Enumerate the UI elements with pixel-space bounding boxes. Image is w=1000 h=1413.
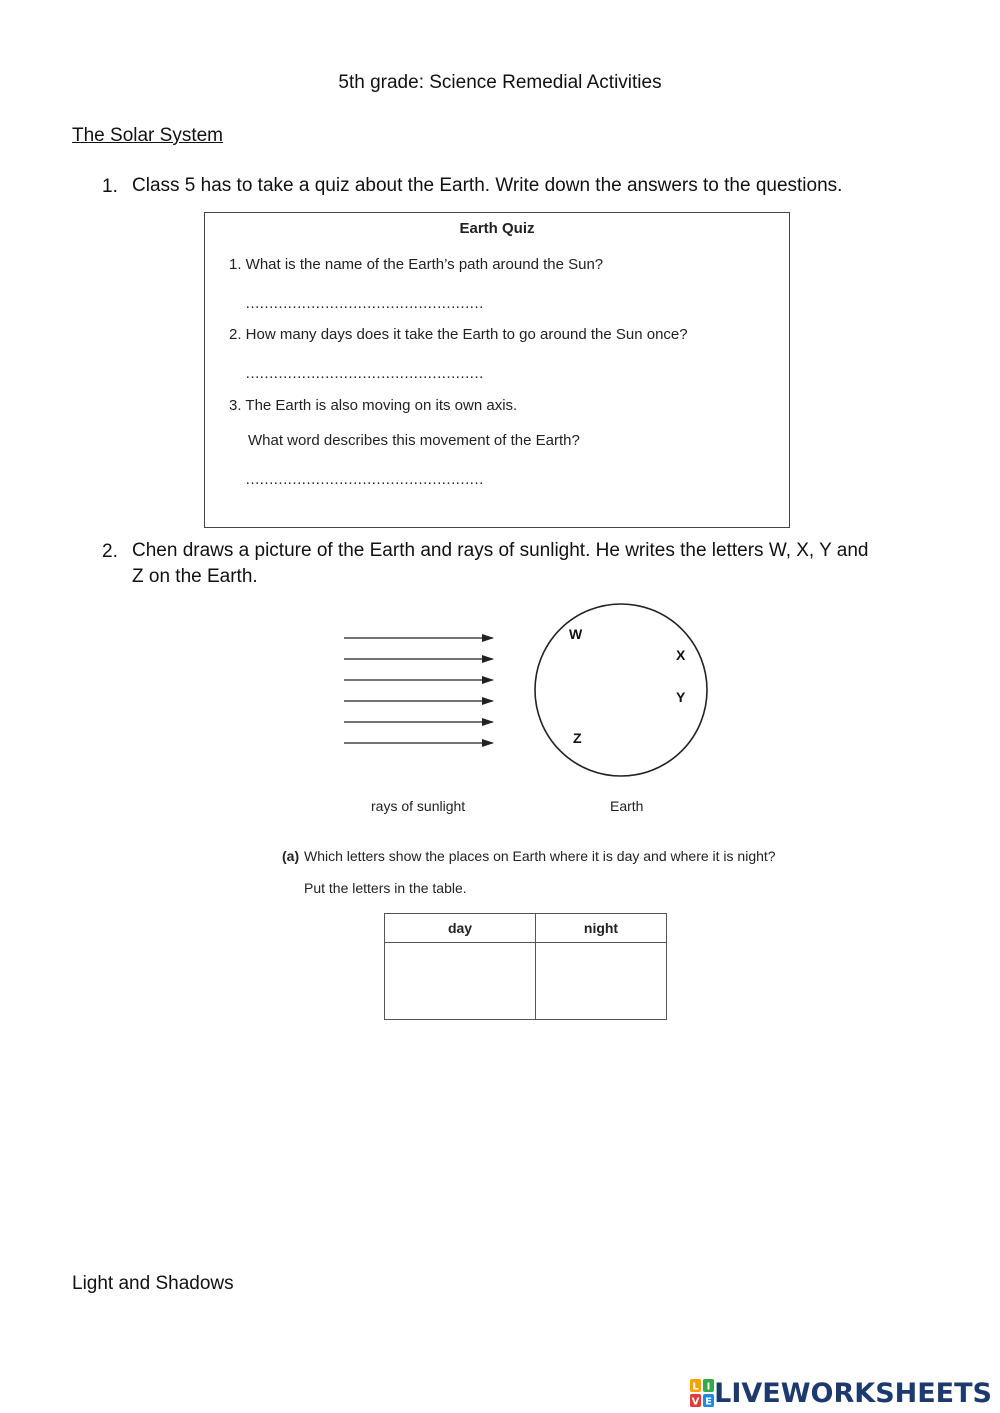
logo-letter-v: V — [691, 1396, 700, 1407]
question-1-number: 1. — [102, 176, 118, 197]
earth-letter-w: W — [569, 626, 583, 642]
section-heading-light-shadows: Light and Shadows — [72, 1273, 234, 1294]
quiz-question-1: 1. What is the name of the Earth’s path around the Sun? — [229, 256, 604, 273]
sunlight-earth-diagram — [330, 595, 730, 795]
table-header-night: night — [536, 914, 667, 943]
question-1-text: Class 5 has to take a quiz about the Earth. Write down the answers to the questions. — [132, 175, 843, 196]
quiz-answer-line-2[interactable]: …………………………………………… — [245, 365, 483, 382]
quiz-question-3: 3. The Earth is also moving on its own axis. — [229, 397, 518, 414]
quiz-answer-line-3[interactable]: …………………………………………… — [245, 471, 483, 488]
liveworksheets-logo — [690, 1376, 992, 1410]
liveworksheets-wordmark: LIVEWORKSHEETS — [714, 1377, 992, 1409]
logo-letter-i: I — [706, 1381, 711, 1393]
logo-letter-l: L — [692, 1381, 699, 1393]
table-header-day: day — [385, 914, 536, 943]
part-a-marker: (a) — [282, 848, 300, 864]
earth-label: Earth — [610, 798, 644, 814]
page-title: 5th grade: Science Remedial Activities — [338, 72, 662, 93]
question-2-text-line-1: Chen draws a picture of the Earth and rays of sunlight. He writes the letters W, X, Y and — [132, 540, 869, 561]
earth-letter-y: Y — [676, 689, 686, 705]
quiz-question-3-followup: What word describes this movement of the Earth? — [248, 432, 580, 449]
part-a-question: Which letters show the places on Earth where it is day and where it is night? — [304, 848, 776, 864]
earth-letter-x: X — [676, 647, 686, 663]
part-a-instruction: Put the letters in the table. — [304, 880, 467, 896]
section-heading-solar-system: The Solar System — [72, 125, 223, 146]
quiz-question-2: 2. How many days does it take the Earth to go around the Sun once? — [229, 326, 688, 343]
question-2-text-line-2: Z on the Earth. — [132, 566, 258, 587]
night-answer-cell[interactable] — [536, 943, 667, 1020]
quiz-answer-line-1[interactable]: …………………………………………… — [245, 295, 483, 312]
day-answer-cell[interactable] — [385, 943, 536, 1020]
liveworksheets-logo-icon — [690, 1379, 714, 1407]
sunlight-rays — [344, 638, 493, 743]
question-2-number: 2. — [102, 541, 118, 562]
quiz-title: Earth Quiz — [459, 220, 535, 237]
earth-letter-z: Z — [573, 730, 582, 746]
earth-quiz-box — [204, 212, 790, 528]
day-night-table — [384, 913, 667, 1020]
rays-of-sunlight-label: rays of sunlight — [371, 798, 466, 814]
logo-letter-e: E — [705, 1396, 713, 1407]
